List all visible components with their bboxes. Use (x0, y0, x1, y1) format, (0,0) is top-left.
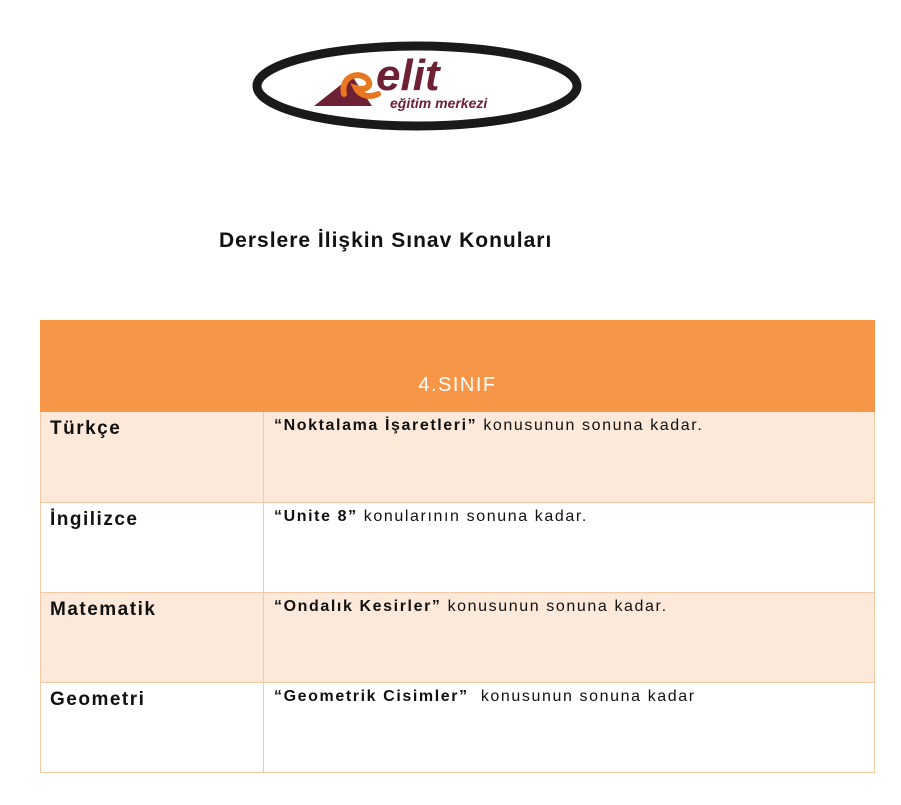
topic-rest: konusunun sonuna kadar. (477, 417, 704, 434)
logo-brand-text: elit (376, 51, 440, 100)
topic-text (264, 412, 874, 435)
grade-header-label: 4.SINIF (418, 374, 497, 396)
page-title: Derslere İlişkin Sınav Konuları (219, 229, 553, 252)
topic-cell (264, 683, 875, 773)
topic-quoted: “Geometrik Cisimler” (274, 688, 469, 705)
topic-quoted: “Noktalama İşaretleri” (274, 417, 478, 434)
grade-header (41, 321, 875, 412)
topic-quoted: “Ondalık Kesirler” (274, 598, 442, 615)
subject-label: Geometri (50, 689, 146, 710)
topic-text (264, 593, 874, 616)
subject-cell (41, 503, 264, 593)
table-row (41, 683, 875, 773)
subject-cell (41, 412, 264, 503)
table-row (41, 593, 875, 683)
subject-cell (41, 683, 264, 773)
subject-label: Matematik (50, 599, 157, 620)
table-row (41, 412, 875, 503)
topic-cell (264, 412, 875, 503)
logo-tagline: eğitim merkezi (390, 95, 488, 111)
topic-rest: konusunun sonuna kadar (468, 688, 696, 705)
subject-label: İngilizce (50, 509, 139, 530)
topic-cell (264, 503, 875, 593)
topic-rest: konularının sonuna kadar. (357, 508, 588, 525)
topic-cell (264, 593, 875, 683)
subject-label: Türkçe (50, 418, 122, 439)
elit-logo-graphic (252, 36, 582, 132)
topic-text (264, 683, 874, 706)
topic-quoted: “Unite 8” (274, 508, 358, 525)
subject-cell (41, 593, 264, 683)
topic-rest: konusunun sonuna kadar. (441, 598, 668, 615)
elit-logo (252, 36, 582, 132)
exam-topics-table (40, 320, 875, 773)
topic-text (264, 503, 874, 526)
table-row (41, 503, 875, 593)
